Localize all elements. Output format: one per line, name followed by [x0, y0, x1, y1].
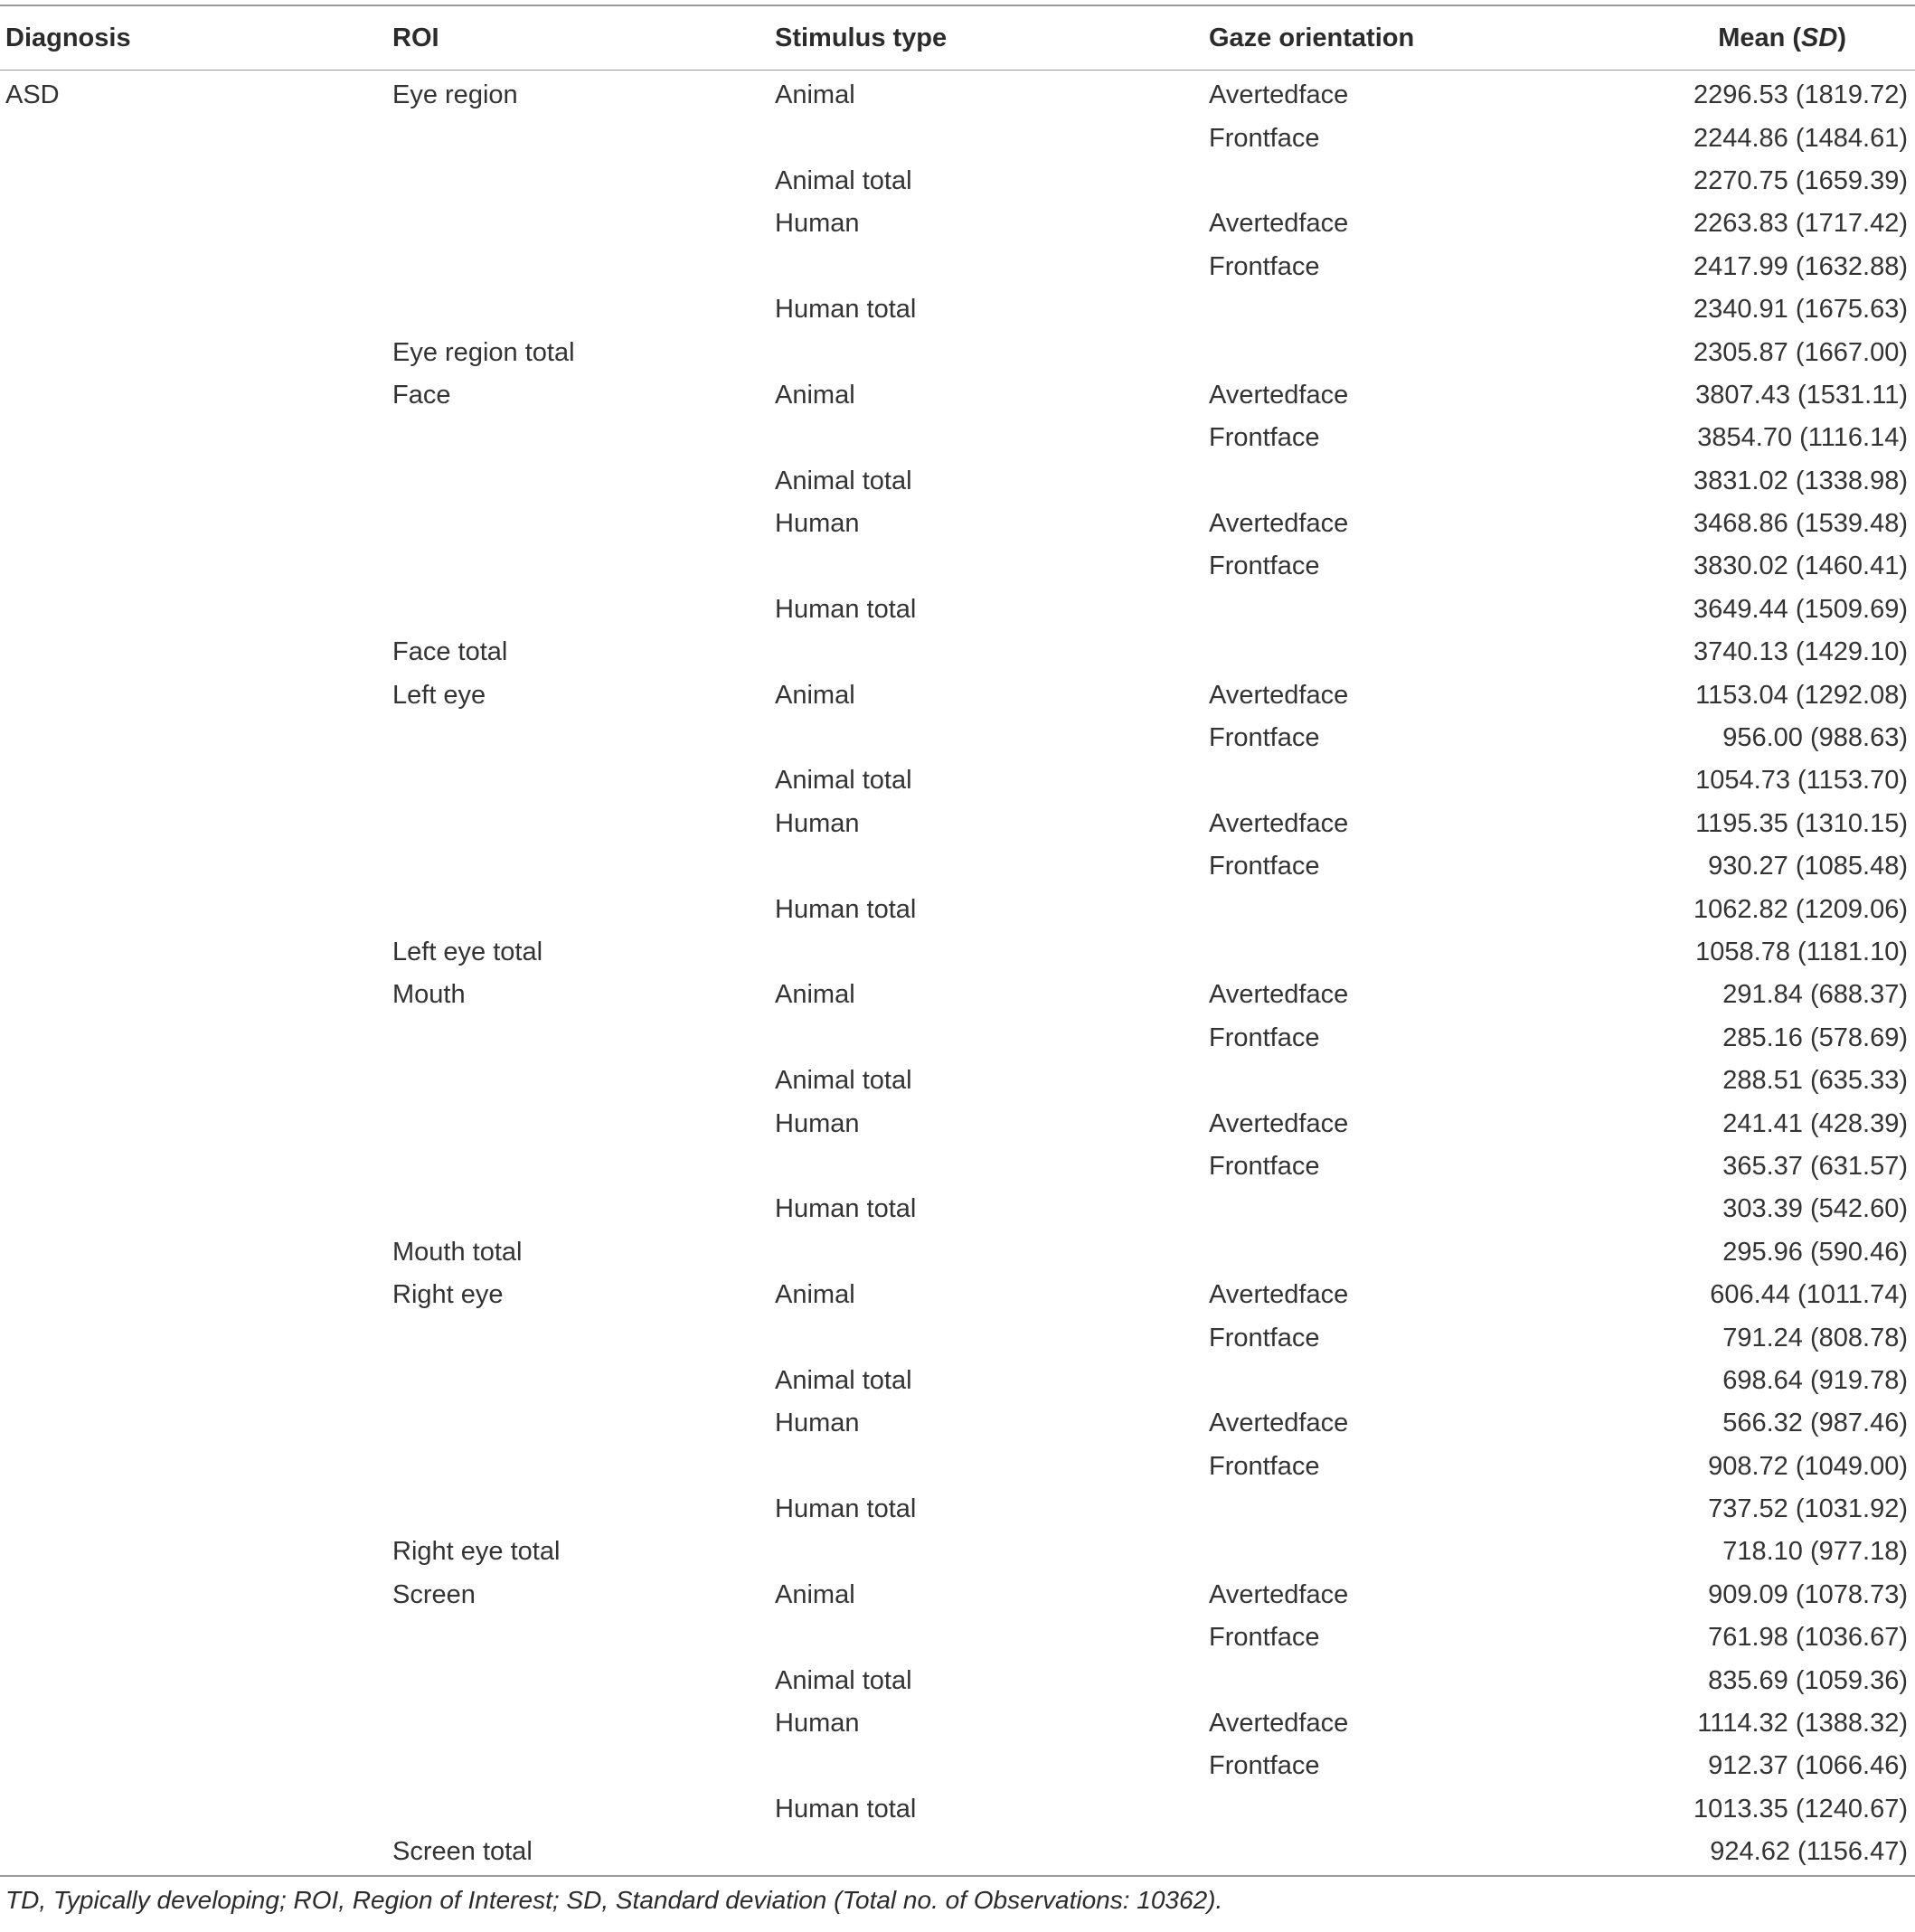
cell-stimulus-type: Human total	[775, 1194, 917, 1224]
table-row	[0, 1316, 1915, 1359]
cell-mean-sd: 912.37 (1066.46)	[1708, 1751, 1908, 1781]
cell-roi: Eye region	[392, 80, 518, 110]
cell-mean-sd: 285.16 (578.69)	[1722, 1023, 1908, 1052]
cell-mean-sd: 3468.86 (1539.48)	[1693, 509, 1908, 539]
table-row	[0, 1616, 1915, 1659]
cell-gaze-orientation: Avertedface	[1209, 1108, 1349, 1138]
cell-stimulus-type: Animal	[775, 680, 855, 710]
cell-mean-sd: 365.37 (631.57)	[1722, 1151, 1908, 1181]
table-row	[0, 203, 1915, 245]
cell-roi: Right eye total	[392, 1537, 561, 1567]
cell-stimulus-type: Human total	[775, 1794, 917, 1824]
header-mean-prefix: Mean (	[1718, 23, 1802, 52]
table-row	[0, 417, 1915, 459]
cell-stimulus-type: Human total	[775, 295, 917, 325]
cell-gaze-orientation: Frontface	[1209, 123, 1320, 153]
header-gaze-orientation: Gaze orientation	[1209, 23, 1415, 52]
table-row	[0, 803, 1915, 845]
cell-stimulus-type: Human total	[775, 894, 917, 924]
cell-gaze-orientation: Frontface	[1209, 1451, 1320, 1481]
table-row	[0, 888, 1915, 930]
cell-gaze-orientation: Frontface	[1209, 423, 1320, 453]
cell-roi: Left eye	[392, 680, 486, 710]
cell-mean-sd: 3649.44 (1509.69)	[1693, 594, 1908, 624]
table-row	[0, 1231, 1915, 1274]
table-row	[0, 931, 1915, 974]
cell-gaze-orientation: Avertedface	[1209, 1280, 1349, 1310]
table-row	[0, 503, 1915, 545]
table-row	[0, 246, 1915, 288]
cell-stimulus-type: Animal total	[775, 466, 912, 495]
cell-roi: Face	[392, 380, 451, 410]
cell-gaze-orientation: Frontface	[1209, 723, 1320, 753]
cell-gaze-orientation: Frontface	[1209, 852, 1320, 881]
cell-mean-sd: 791.24 (808.78)	[1722, 1323, 1908, 1352]
cell-roi: Face total	[392, 637, 508, 667]
cell-gaze-orientation: Avertedface	[1209, 509, 1349, 539]
table-row	[0, 589, 1915, 631]
table-row	[0, 717, 1915, 759]
cell-mean-sd: 3830.02 (1460.41)	[1693, 551, 1908, 581]
table-row	[0, 160, 1915, 203]
cell-stimulus-type: Animal	[775, 1579, 855, 1609]
cell-mean-sd: 956.00 (988.63)	[1722, 723, 1908, 753]
cell-gaze-orientation: Frontface	[1209, 1323, 1320, 1352]
header-mean-suffix: )	[1837, 23, 1846, 52]
cell-mean-sd: 718.10 (977.18)	[1722, 1537, 1908, 1567]
cell-mean-sd: 291.84 (688.37)	[1722, 980, 1908, 1010]
table-row	[0, 1145, 1915, 1188]
cell-mean-sd: 2296.53 (1819.72)	[1693, 80, 1908, 110]
cell-gaze-orientation: Avertedface	[1209, 680, 1349, 710]
cell-mean-sd: 1114.32 (1388.32)	[1697, 1709, 1908, 1739]
cell-mean-sd: 606.44 (1011.74)	[1710, 1280, 1908, 1310]
cell-stimulus-type: Human total	[775, 594, 917, 624]
header-diagnosis: Diagnosis	[5, 23, 131, 52]
cell-mean-sd: 1195.35 (1310.15)	[1695, 808, 1908, 838]
header-mean-sd-italic: SD	[1801, 23, 1838, 52]
cell-gaze-orientation: Avertedface	[1209, 80, 1349, 110]
cell-mean-sd: 835.69 (1059.36)	[1708, 1665, 1908, 1695]
cell-mean-sd: 288.51 (635.33)	[1722, 1066, 1908, 1096]
cell-gaze-orientation: Avertedface	[1209, 380, 1349, 410]
header-stimulus-type: Stimulus type	[775, 23, 948, 52]
cell-mean-sd: 566.32 (987.46)	[1722, 1409, 1908, 1438]
cell-gaze-orientation: Frontface	[1209, 551, 1320, 581]
table-row	[0, 1788, 1915, 1831]
table-row	[0, 1360, 1915, 1402]
table-row	[0, 1274, 1915, 1316]
cell-gaze-orientation: Avertedface	[1209, 980, 1349, 1010]
table-row	[0, 374, 1915, 417]
cell-mean-sd: 1062.82 (1209.06)	[1693, 894, 1908, 924]
cell-mean-sd: 1058.78 (1181.10)	[1695, 938, 1908, 966]
table-row	[0, 288, 1915, 331]
cell-stimulus-type: Human	[775, 509, 860, 539]
table-row	[0, 1060, 1915, 1102]
table-row	[0, 331, 1915, 373]
cell-gaze-orientation: Avertedface	[1209, 1409, 1349, 1438]
table-row	[0, 845, 1915, 888]
cell-stimulus-type: Animal	[775, 380, 855, 410]
cell-roi: Mouth	[392, 980, 466, 1010]
cell-stimulus-type: Animal total	[775, 165, 912, 195]
table-row	[0, 117, 1915, 159]
cell-stimulus-type: Human	[775, 1108, 860, 1138]
cell-mean-sd: 761.98 (1036.67)	[1708, 1623, 1908, 1653]
table-row	[0, 1102, 1915, 1145]
table-row	[0, 545, 1915, 588]
cell-stimulus-type: Animal total	[775, 1365, 912, 1395]
cell-roi: Left eye total	[392, 938, 543, 966]
cell-gaze-orientation: Avertedface	[1209, 1709, 1349, 1739]
table-row	[0, 1402, 1915, 1445]
cell-mean-sd: 909.09 (1078.73)	[1708, 1579, 1908, 1609]
table-row	[0, 1017, 1915, 1060]
cell-stimulus-type: Animal total	[775, 1665, 912, 1695]
cell-mean-sd: 2263.83 (1717.42)	[1693, 209, 1908, 239]
cell-diagnosis: ASD	[5, 80, 60, 110]
table-row	[0, 74, 1915, 117]
cell-roi: Mouth total	[392, 1237, 523, 1267]
cell-gaze-orientation: Avertedface	[1209, 209, 1349, 239]
cell-mean-sd: 2340.91 (1675.63)	[1693, 295, 1908, 325]
cell-roi: Eye region total	[392, 337, 575, 367]
table-row	[0, 759, 1915, 802]
cell-mean-sd: 2270.75 (1659.39)	[1693, 165, 1908, 195]
cell-gaze-orientation: Avertedface	[1209, 1579, 1349, 1609]
cell-roi: Screen total	[392, 1837, 533, 1867]
cell-stimulus-type: Human total	[775, 1494, 917, 1524]
cell-mean-sd: 2305.87 (1667.00)	[1693, 337, 1908, 367]
cell-mean-sd: 1054.73 (1153.70)	[1695, 766, 1908, 796]
cell-mean-sd: 3831.02 (1338.98)	[1693, 466, 1908, 495]
table-row	[0, 1831, 1915, 1873]
table-row	[0, 1574, 1915, 1616]
cell-stimulus-type: Human	[775, 808, 860, 838]
table-row	[0, 974, 1915, 1016]
cell-stimulus-type: Human	[775, 209, 860, 239]
cell-mean-sd: 3854.70 (1116.14)	[1697, 423, 1908, 453]
cell-stimulus-type: Animal total	[775, 1066, 912, 1096]
table-row	[0, 1446, 1915, 1488]
table-row	[0, 1531, 1915, 1573]
cell-mean-sd: 241.41 (428.39)	[1722, 1108, 1908, 1138]
cell-mean-sd: 908.72 (1049.00)	[1708, 1451, 1908, 1481]
cell-gaze-orientation: Avertedface	[1209, 808, 1349, 838]
cell-stimulus-type: Human	[775, 1709, 860, 1739]
table-footnote: TD, Typically developing; ROI, Region of Interest; SD, Standard deviation (Total no. of Observations: 10362).	[5, 1885, 1223, 1914]
cell-roi: Screen	[392, 1579, 476, 1609]
header-mean-sd	[1718, 24, 1846, 53]
cell-gaze-orientation: Frontface	[1209, 251, 1320, 281]
table-row	[0, 674, 1915, 716]
cell-stimulus-type: Human	[775, 1409, 860, 1438]
cell-mean-sd: 295.96 (590.46)	[1722, 1237, 1908, 1267]
cell-mean-sd: 1153.04 (1292.08)	[1695, 680, 1908, 710]
table-row	[0, 1745, 1915, 1787]
table-row	[0, 1659, 1915, 1701]
table-row	[0, 1488, 1915, 1531]
cell-gaze-orientation: Frontface	[1209, 1151, 1320, 1181]
cell-stimulus-type: Animal total	[775, 766, 912, 796]
table-row	[0, 631, 1915, 674]
cell-mean-sd: 3807.43 (1531.11)	[1695, 380, 1908, 410]
table-body	[0, 71, 1915, 1873]
cell-gaze-orientation: Frontface	[1209, 1751, 1320, 1781]
cell-mean-sd: 1013.35 (1240.67)	[1693, 1794, 1908, 1824]
cell-mean-sd: 303.39 (542.60)	[1722, 1194, 1908, 1224]
cell-gaze-orientation: Frontface	[1209, 1623, 1320, 1653]
cell-roi: Right eye	[392, 1280, 504, 1310]
cell-stimulus-type: Animal	[775, 80, 855, 110]
data-table	[0, 5, 1915, 1915]
cell-mean-sd: 2417.99 (1632.88)	[1693, 251, 1908, 281]
cell-mean-sd: 924.62 (1156.47)	[1710, 1837, 1908, 1867]
table-row	[0, 460, 1915, 503]
header-roi: ROI	[392, 23, 439, 52]
cell-stimulus-type: Animal	[775, 980, 855, 1010]
cell-mean-sd: 2244.86 (1484.61)	[1693, 123, 1908, 153]
cell-mean-sd: 3740.13 (1429.10)	[1693, 637, 1908, 667]
table-row	[0, 1702, 1915, 1745]
table-row	[0, 1188, 1915, 1230]
table-header-row	[0, 6, 1915, 71]
cell-gaze-orientation: Frontface	[1209, 1023, 1320, 1052]
cell-mean-sd: 698.64 (919.78)	[1722, 1365, 1908, 1395]
cell-stimulus-type: Animal	[775, 1280, 855, 1310]
cell-mean-sd: 737.52 (1031.92)	[1708, 1494, 1908, 1524]
cell-mean-sd: 930.27 (1085.48)	[1708, 852, 1908, 881]
